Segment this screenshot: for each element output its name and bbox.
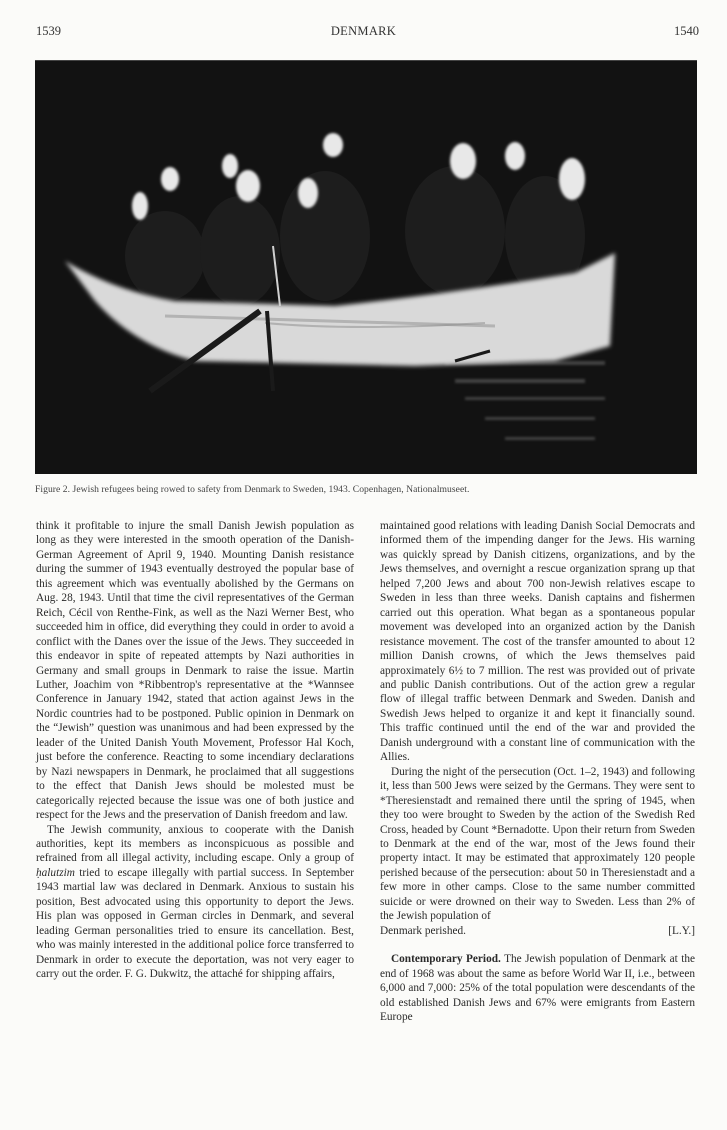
boat-photo-illustration [35, 61, 697, 474]
page-number-right: 1540 [674, 24, 699, 38]
left-column [36, 519, 354, 982]
text-run: The Jewish community, anxious to cooperate with the Danish authorities, kept its members as inconspicuous as possible and refrained from all illegal activity, including escape. Only a group of [36, 823, 354, 865]
figure-caption: Figure 2. Jewish refugees being rowed to safety from Denmark to Sweden, 1943. Copenhagen, Nationalmuseet. [35, 484, 470, 495]
figure-photo [35, 60, 697, 474]
paragraph: think it profitable to injure the small Danish Jewish population as long as they were interested in the smooth operation of the Danish-German Agreement of April 9, 1940. Mounting Danish resistance during the summer of 1943 eventually destroyed the popular base of this agreement which was eventually abolished by the Germans on Aug. 28, 1943. Until that time the civil representatives of the German Reich, Cécil von Renthe-Fink, as well as the Nazi Werner Best, who succeeded him in office, did everything they could in order to avoid a conflict with the Danes over the issue of the Jews. They succeeded in this endeavor in spite of repeated attempts by Nazi authorities in Germany and small groups in Denmark to raise the issue. Martin Luther, Joachim von *Ribbentrop's representative at the *Wannsee Conference in January 1942, stated that action against Jews in the Nordic countries had to be postponed. Public opinion in Denmark on the “Jewish” question was unanimous and had been expressed by the leader of the United Danish Youth Movement, Professor Hal Koch, just before the conference. Reacting to some incendiary declarations by Nazi newspapers in Denmark, he proclaimed that all suggestions to the effect that Danish Jews should be molested must be categorically rejected because the issue was one of both justice and respect for the Jews and the preservation of Danish freedom and law. [36, 520, 354, 822]
text-run: tried to escape illegally with partial success. In September 1943 martial law was declared in Denmark. Anxious to sustain his position, Best advocated using this opportunity to deport the Jews. His plan was opposed in German circles in Denmark, and several leading German personalities tried to ensure its cancellation. Best, who was mainly interested in the additional police force transferred to Denmark in order to execute the deportation, was not very eager to carry out the order. F. G. Dukwitz, the attaché for shipping affairs, [36, 866, 354, 981]
paragraph: During the night of the persecution (Oct. 1–2, 1943) and following it, less than 500 Jews were seized by the Germans. They were sent to *Theresienstadt and remained there until the spring of 1945, when they too were brought to Sweden by the action of the Swedish Red Cross, headed by Count *Bernadotte. Upon their return from Sweden to Denmark at the end of the war, most of the Jews found their property intact. It may be estimated that approximately 120 people perished because of the persecution: about 50 in Theresienstadt and a few more in other camps. Close to the same number committed suicide or were drowned on their way to Sweden. Less than 2% of the Jewish population of [380, 765, 695, 923]
paragraph: maintained good relations with leading Danish Social Democrats and informed them of the impending danger for the Jews. His warning was quickly spread by Danish citizens, organizations, and by the Jews themselves, and overnight a rescue organization sprang up that helped 7,200 Jews and about 700 non-Jewish relatives escape to Sweden in less than three weeks. Danish captains and fishermen carried out this operation. What began as a spontaneous popular movement was developed into an organized action by the Danish resistance movement. The cost of the transfer amounted to about 12 million Danish crowns, of which the Jews themselves paid approximately 6½ to 7 million. The rest was provided out of private and public Danish contributions. Out of the action grew a regular flow of illegal traffic between Denmark and Sweden. Danish and Swedish Jews helped to organize it and kept it financially sound. This traffic continued until the end of the war and provided the Danish underground with a constant line of communication with the Allies. [380, 520, 695, 764]
text-run: Denmark perished. [380, 924, 466, 937]
section-heading: Contemporary Period. [391, 953, 501, 966]
page-title: DENMARK [330, 24, 397, 38]
paragraph-end-line [380, 924, 695, 938]
page-number-left: 1539 [36, 24, 61, 38]
running-head [0, 24, 727, 42]
author-signature: [L.Y.] [668, 924, 695, 937]
paragraph [36, 823, 354, 982]
italic-term: ḥalutzim [36, 866, 75, 879]
right-column [380, 519, 695, 1024]
spacer [380, 938, 695, 952]
paragraph [380, 952, 695, 1024]
text-run: The Jewish population of Denmark at the end of 1968 was about the same as before World War II, i.e., between 6,000 and 7,000: 25% of the total population were descendants of the old established Danish Jews and 67% were emigrants from Eastern Europe [380, 953, 695, 1023]
